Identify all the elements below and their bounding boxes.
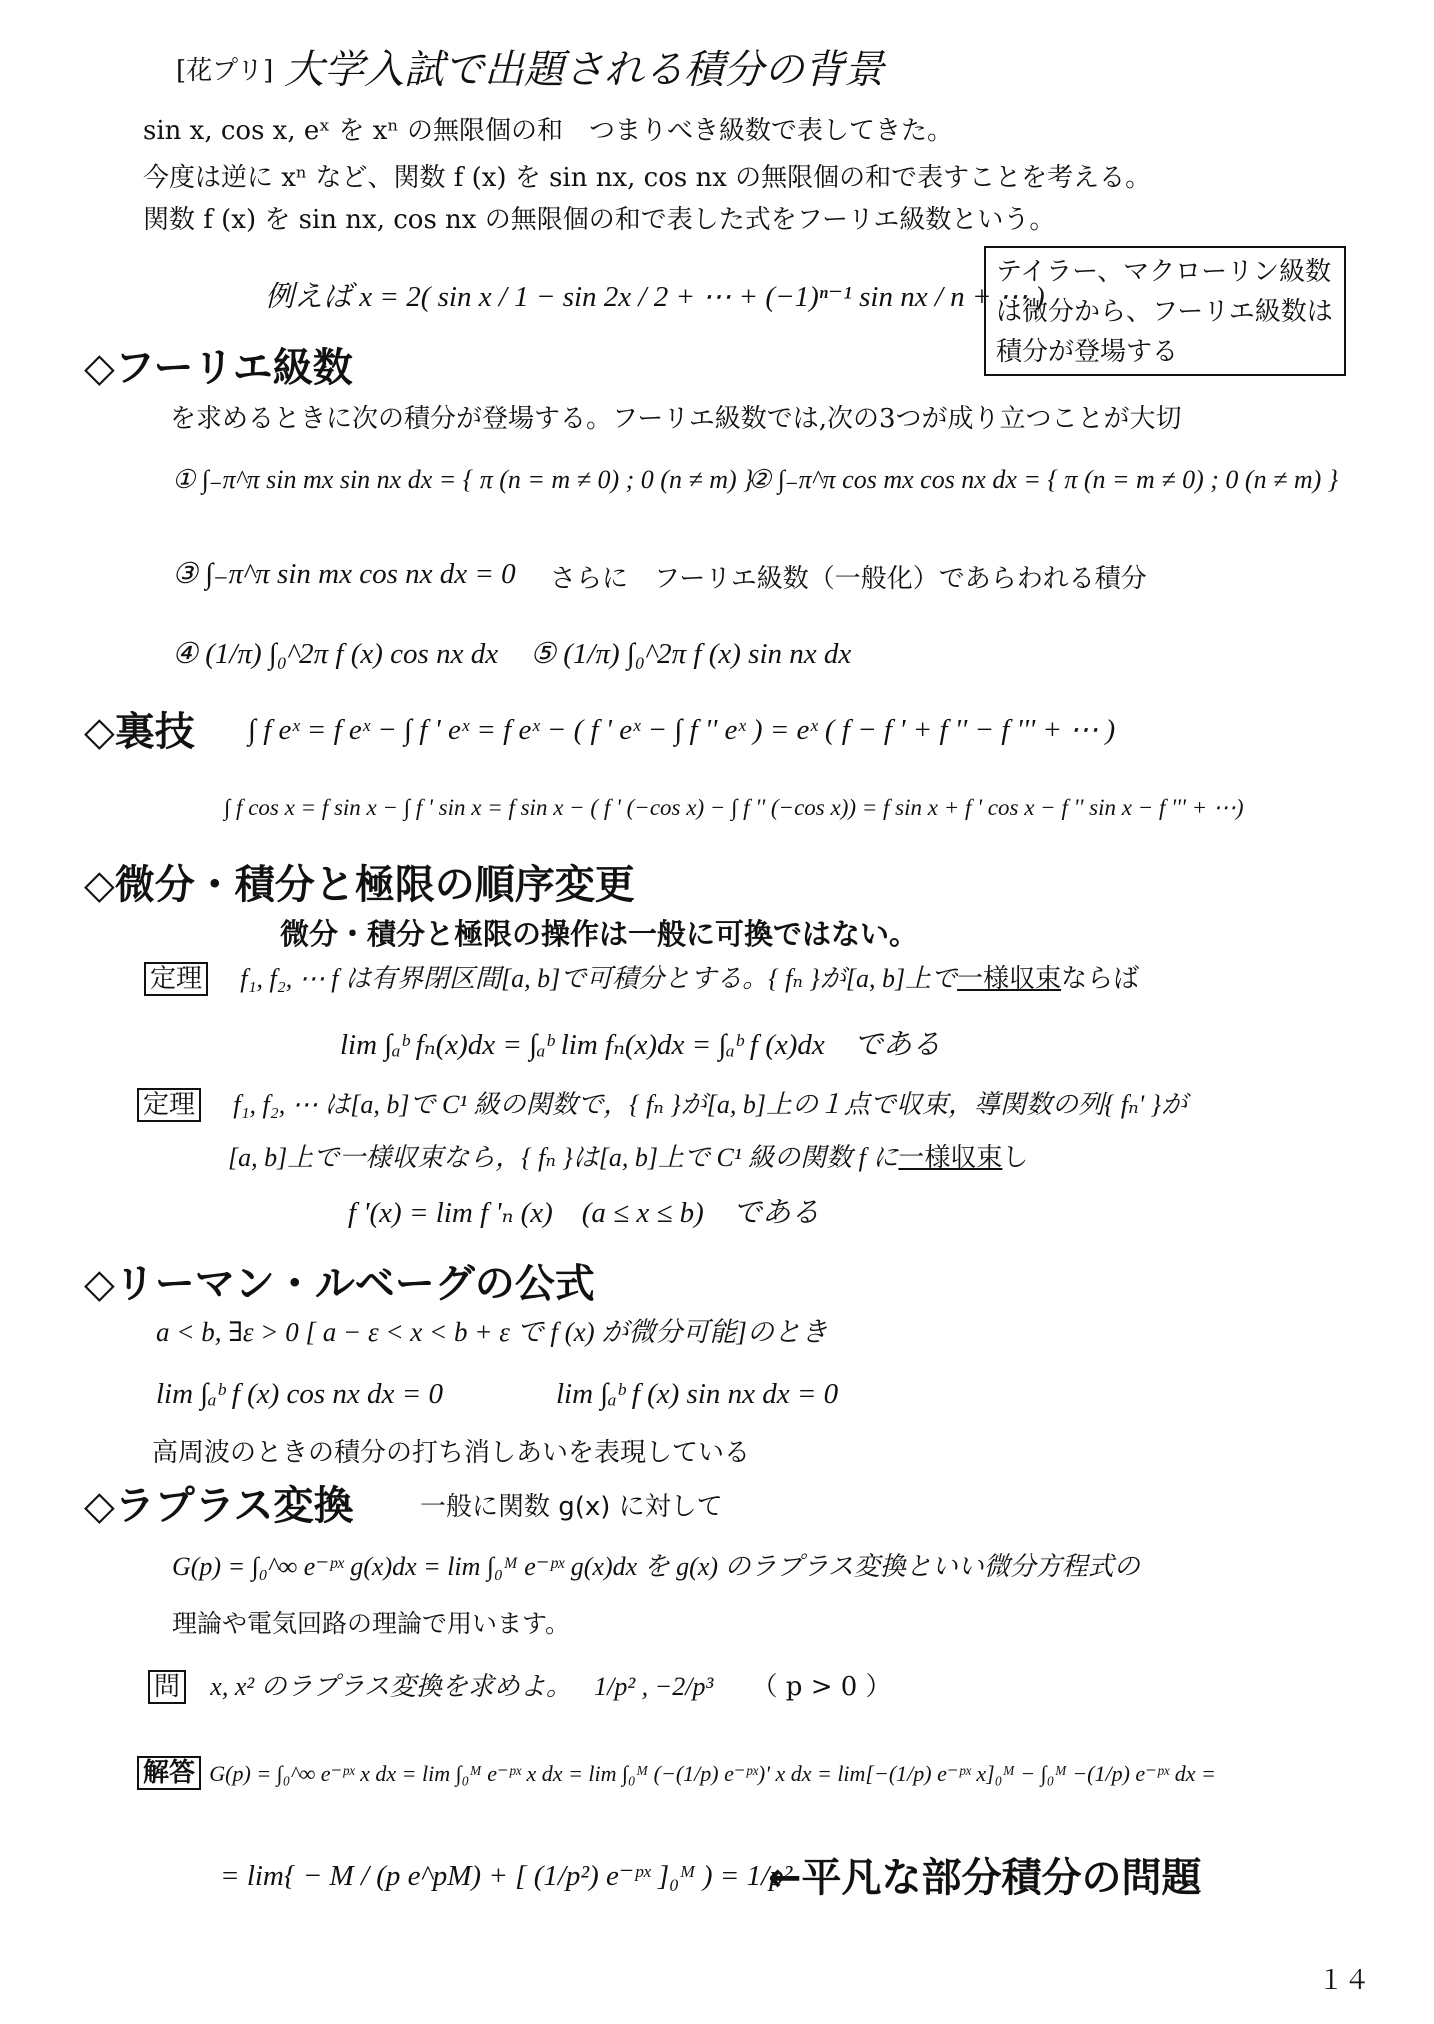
- question-text: x, x² のラプラス変換を求めよ。: [210, 1672, 572, 1701]
- trick-eq-1: ∫ f eˣ = f eˣ − ∫ f ' eˣ = f eˣ − ( f ' eˣ − ∫ f '' eˣ ) = eˣ ( f − f ' + f '' − f ''' + ⋯ ): [248, 714, 1116, 746]
- fourier-eq-3-note: さらに フーリエ級数（一般化）であらわれる積分: [550, 564, 1147, 594]
- fourier-eq-5: ⑤ (1/π) ∫₀^2π f (x) sin nx dx: [530, 638, 852, 670]
- header-tag: [花プリ]: [176, 56, 274, 86]
- question-condition: （ p > 0 ）: [751, 1672, 892, 1702]
- laplace-definition-2: 理論や電気回路の理論で用います。: [172, 1609, 571, 1638]
- theorem-2-end: し: [1002, 1143, 1029, 1173]
- intro-line-2: 今度は逆に xⁿ など、関数 f (x) を sin nx, cos nx の無限個の和で表すことを考える。: [143, 163, 1152, 193]
- trick-eq-2: ∫ f cos x = f sin x − ∫ f ' sin x = f sin x − ( f ' (−cos x) − ∫ f '' (−cos x)) = f sin x + f ' cos x − f '' sin x − f ''' + ⋯): [224, 795, 1244, 820]
- section-heading-riemann: ◇リーマン・ルベーグの公式: [84, 1261, 595, 1307]
- fourier-eq-4: ④ (1/π) ∫₀^2π f (x) cos nx dx: [172, 638, 499, 670]
- theorem-1-equation: lim ∫ₐᵇ fₙ(x)dx = ∫ₐᵇ lim fₙ(x)dx = ∫ₐᵇ f (x)dx である: [340, 1029, 941, 1061]
- theorem-1-uniform-convergence: 一様収束: [957, 964, 1062, 994]
- note-box: テイラー、マクローリン級数は微分から、フーリエ級数は積分が登場する: [984, 246, 1346, 376]
- theorem-2-equation: f '(x) = lim f 'ₙ (x) (a ≤ x ≤ b) である: [348, 1197, 820, 1229]
- fourier-eq-3: ③ ∫₋π^π sin mx cos nx dx = 0: [172, 558, 516, 590]
- section-heading-laplace: ◇ラプラス変換: [84, 1483, 354, 1529]
- laplace-lead: 一般に関数 g(x) に対して: [420, 1492, 723, 1522]
- theorem-2: [137, 1084, 1187, 1121]
- section-heading-fourier: ◇フーリエ級数: [84, 345, 353, 391]
- solution: [137, 1752, 1216, 1789]
- section-heading-limit-order: ◇微分・積分と極限の順序変更: [84, 862, 635, 908]
- theorem-2-line-2: [228, 1137, 1028, 1174]
- page-number: １４: [1318, 1966, 1371, 1996]
- solution-line-2: = lim{ − M / (p e^pM) + [ (1/p²) e⁻ᵖˣ ]₀ᴹ ) = 1/p²: [220, 1860, 793, 1892]
- theorem-1: [144, 958, 1139, 995]
- laplace-definition: G(p) = ∫₀^∞ e⁻ᵖˣ g(x)dx = lim ∫₀ᴹ e⁻ᵖˣ g(x)dx を g(x) のラプラス変換といい微分方程式の: [172, 1552, 1140, 1581]
- theorem-label-1: 定理: [144, 962, 208, 996]
- question-label: 問: [148, 1670, 186, 1704]
- fourier-example-formula: 例えば x = 2( sin x / 1 − sin 2x / 2 + ⋯ + (−1)ⁿ⁻¹ sin nx / n + ⋯ ): [265, 281, 1045, 313]
- theorem-1-text: f₁, f₂, ⋯ f は有界閉区間[a, b]で可積分とする。{ fₙ }が[a, b]上で: [240, 964, 958, 993]
- intro-line-1: sin x, cos x, eˣ を xⁿ の無限個の和 つまりべき級数で表してきた。: [143, 116, 953, 146]
- riemann-condition: a < b, ∃ε > 0 [ a − ε < x < b + ε で f (x) が微分可能]のとき: [156, 1317, 828, 1347]
- section-heading-trick: ◇裏技: [84, 709, 195, 755]
- fourier-eq-1: ① ∫₋π^π sin mx sin nx dx = { π (n = m ≠ 0) ; 0 (n ≠ m) }: [172, 465, 754, 494]
- question: [148, 1666, 892, 1703]
- theorem-2-uniform-convergence: 一様収束: [898, 1143, 1003, 1173]
- fourier-eq-2: ② ∫₋π^π cos mx cos nx dx = { π (n = m ≠ 0) ; 0 (n ≠ m) }: [748, 465, 1339, 494]
- intro-line-3: 関数 f (x) を sin nx, cos nx の無限個の和で表した式をフーリエ級数という。: [143, 205, 1056, 235]
- solution-remark: ←平凡な部分積分の問題: [768, 1855, 1202, 1901]
- riemann-eq-2: lim ∫ₐᵇ f (x) sin nx dx = 0: [556, 1378, 839, 1410]
- riemann-note: 高周波のときの積分の打ち消しあいを表現している: [152, 1438, 751, 1468]
- theorem-1-end: ならば: [1061, 964, 1140, 994]
- theorem-label-2: 定理: [137, 1088, 201, 1122]
- theorem-2-text-2: [a, b]上で一様収束なら，{ fₙ }は[a, b]上で C¹ 級の関数 f に: [228, 1143, 899, 1172]
- question-answer: 1/p² , −2/p³: [594, 1672, 714, 1701]
- riemann-eq-1: lim ∫ₐᵇ f (x) cos nx dx = 0: [156, 1378, 443, 1410]
- solution-label: 解答: [137, 1756, 201, 1790]
- limit-order-subheading: 微分・積分と極限の操作は一般に可換ではない。: [280, 917, 919, 951]
- page-title: 大学入試で出題される積分の背景: [284, 47, 884, 93]
- solution-line-1: G(p) = ∫₀^∞ e⁻ᵖˣ x dx = lim ∫₀ᴹ e⁻ᵖˣ x dx = lim ∫₀ᴹ (−(1/p) e⁻ᵖˣ)' x dx = lim[−(1/p) e⁻ᵖˣ x]₀ᴹ − ∫₀ᴹ −(1/p) e⁻ᵖˣ dx =: [209, 1761, 1216, 1786]
- fourier-lead: を求めるときに次の積分が登場する。フーリエ級数では,次の3つが成り立つことが大切: [170, 404, 1182, 434]
- theorem-2-text: f₁, f₂, ⋯ は[a, b]で C¹ 級の関数で，{ fₙ }が[a, b]上の１点で収束，導関数の列{ fₙ' }が: [233, 1090, 1188, 1119]
